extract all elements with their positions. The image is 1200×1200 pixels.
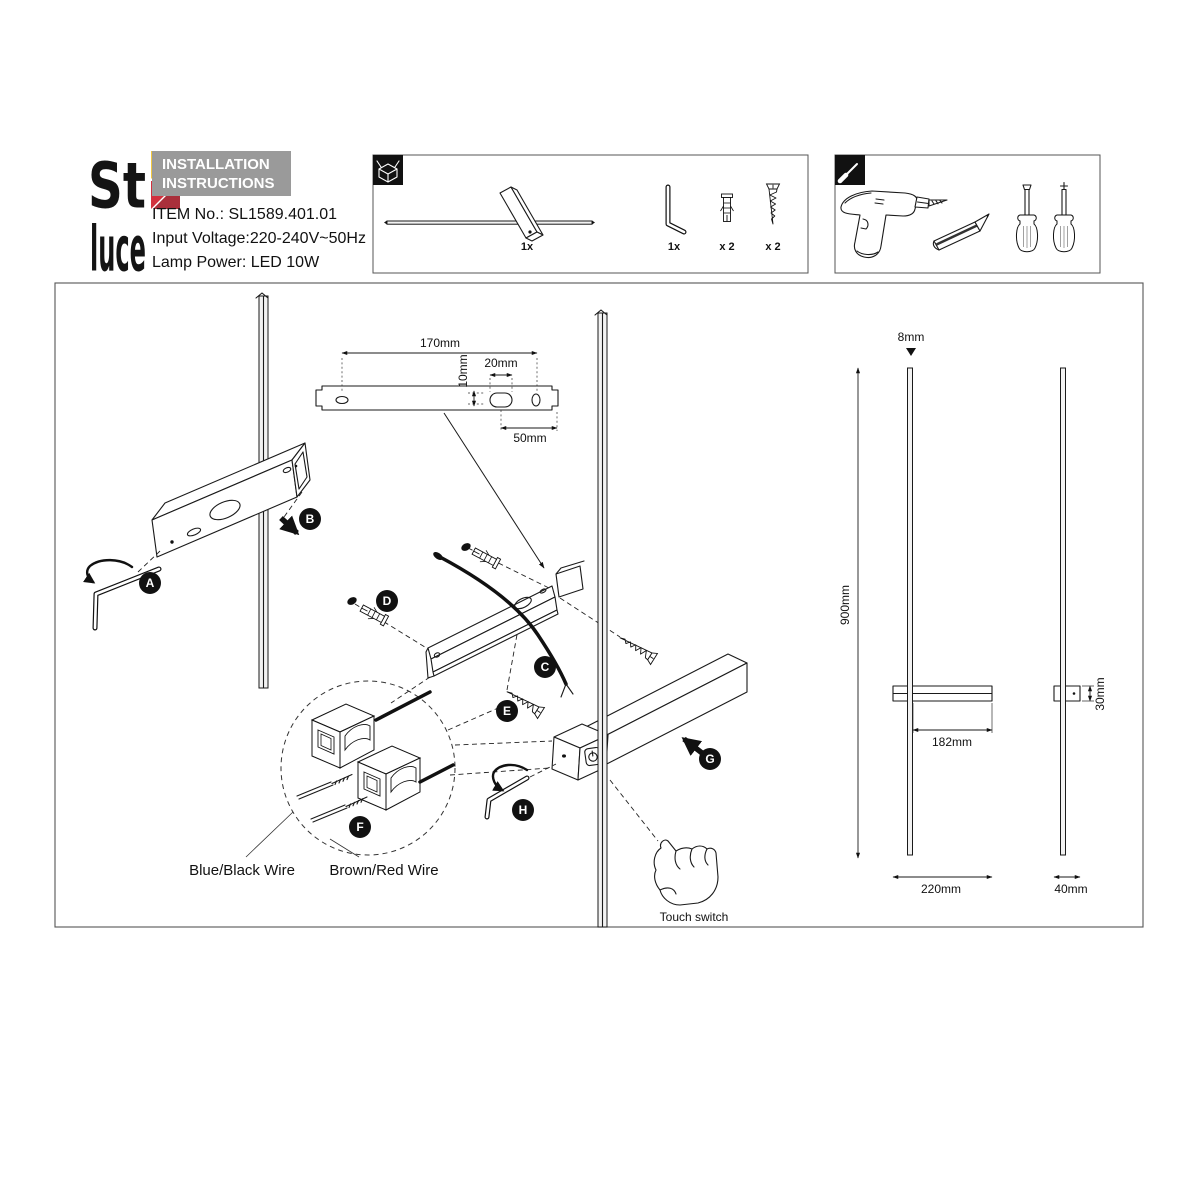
wire-connector-2 (358, 746, 420, 810)
dim-body-height: 30mm (1093, 677, 1107, 711)
logo-text-st: St (88, 150, 146, 224)
dim-slot-width: 20mm (484, 356, 518, 370)
step-ab-assembly (87, 293, 321, 688)
required-tools-panel (835, 155, 1100, 273)
lamp-power: Lamp Power: LED 10W (152, 254, 320, 271)
dim-hole-spacing: 50mm (513, 431, 547, 445)
item-number: ITEM No.: SL1589.401.01 (152, 206, 337, 223)
side-view-body (1054, 686, 1080, 701)
step-letter-b: B (305, 512, 315, 526)
mounting-screw-2 (617, 632, 658, 664)
screwdriver-icon (835, 155, 865, 185)
arrow-g (684, 739, 702, 753)
step-letter-h: H (518, 803, 528, 817)
wall-anchor-2 (471, 545, 501, 569)
step-letter-c: C (540, 660, 550, 674)
drill-hole-mark-2 (460, 542, 472, 553)
side-view (1054, 368, 1107, 896)
side-view-rod (1061, 368, 1066, 855)
label-blue-black-wire: Blue/Black Wire (189, 862, 295, 879)
header-line-2: INSTRUCTIONS (162, 175, 275, 192)
bracket-dimension-drawing (316, 336, 558, 568)
stripped-wire-1 (297, 775, 352, 800)
front-view-rod (908, 368, 913, 855)
included-parts-panel (373, 155, 808, 273)
parts-panel-frame (373, 155, 808, 273)
dim-arm-extension: 182mm (931, 735, 973, 749)
dim-fixture-height: 900mm (838, 584, 852, 626)
rod-diameter-pointer (906, 348, 916, 356)
input-voltage: Input Voltage:220-240V~50Hz (152, 230, 366, 247)
step-letter-e: E (502, 704, 512, 718)
package-icon (373, 155, 403, 185)
step-letter-g: G (705, 752, 715, 766)
arrow-b (281, 518, 297, 533)
dim-bracket-length: 170mm (419, 336, 461, 350)
connector-detail (189, 681, 455, 879)
dim-body-depth: 40mm (1054, 882, 1088, 896)
screw-qty: x 2 (765, 241, 781, 253)
header-line-1: INSTALLATION (162, 156, 270, 173)
lamp-qty: 1x (520, 241, 534, 253)
dim-body-width: 220mm (920, 882, 962, 896)
logo-text-luce: luce (90, 213, 146, 286)
anchor-qty: x 2 (719, 241, 735, 253)
lamp-rod-drawing (387, 221, 592, 224)
rotation-arrow-a (87, 560, 132, 582)
dimension-views (838, 330, 1107, 896)
label-brown-red-wire: Brown/Red Wire (329, 862, 439, 879)
front-view (893, 368, 992, 896)
pointing-hand (654, 840, 718, 905)
label-leader-lines (246, 812, 359, 857)
label-touch-switch: Touch switch (659, 910, 729, 924)
step-letter-a: A (145, 576, 155, 590)
dim-hole-offset: 10mm (456, 354, 470, 388)
step-letter-f: F (356, 820, 364, 834)
mounting-bracket-installed (426, 561, 584, 678)
leader-to-touch (610, 780, 658, 841)
step-letter-d: D (382, 594, 392, 608)
hex-key-step-a (87, 560, 159, 628)
lamp-body-step-a (152, 443, 310, 557)
dim-rod-diameter: 8mm (897, 330, 925, 344)
wall-rod-center (595, 310, 607, 927)
bracket-plate (316, 386, 558, 410)
hex-key-qty: 1x (667, 241, 681, 253)
